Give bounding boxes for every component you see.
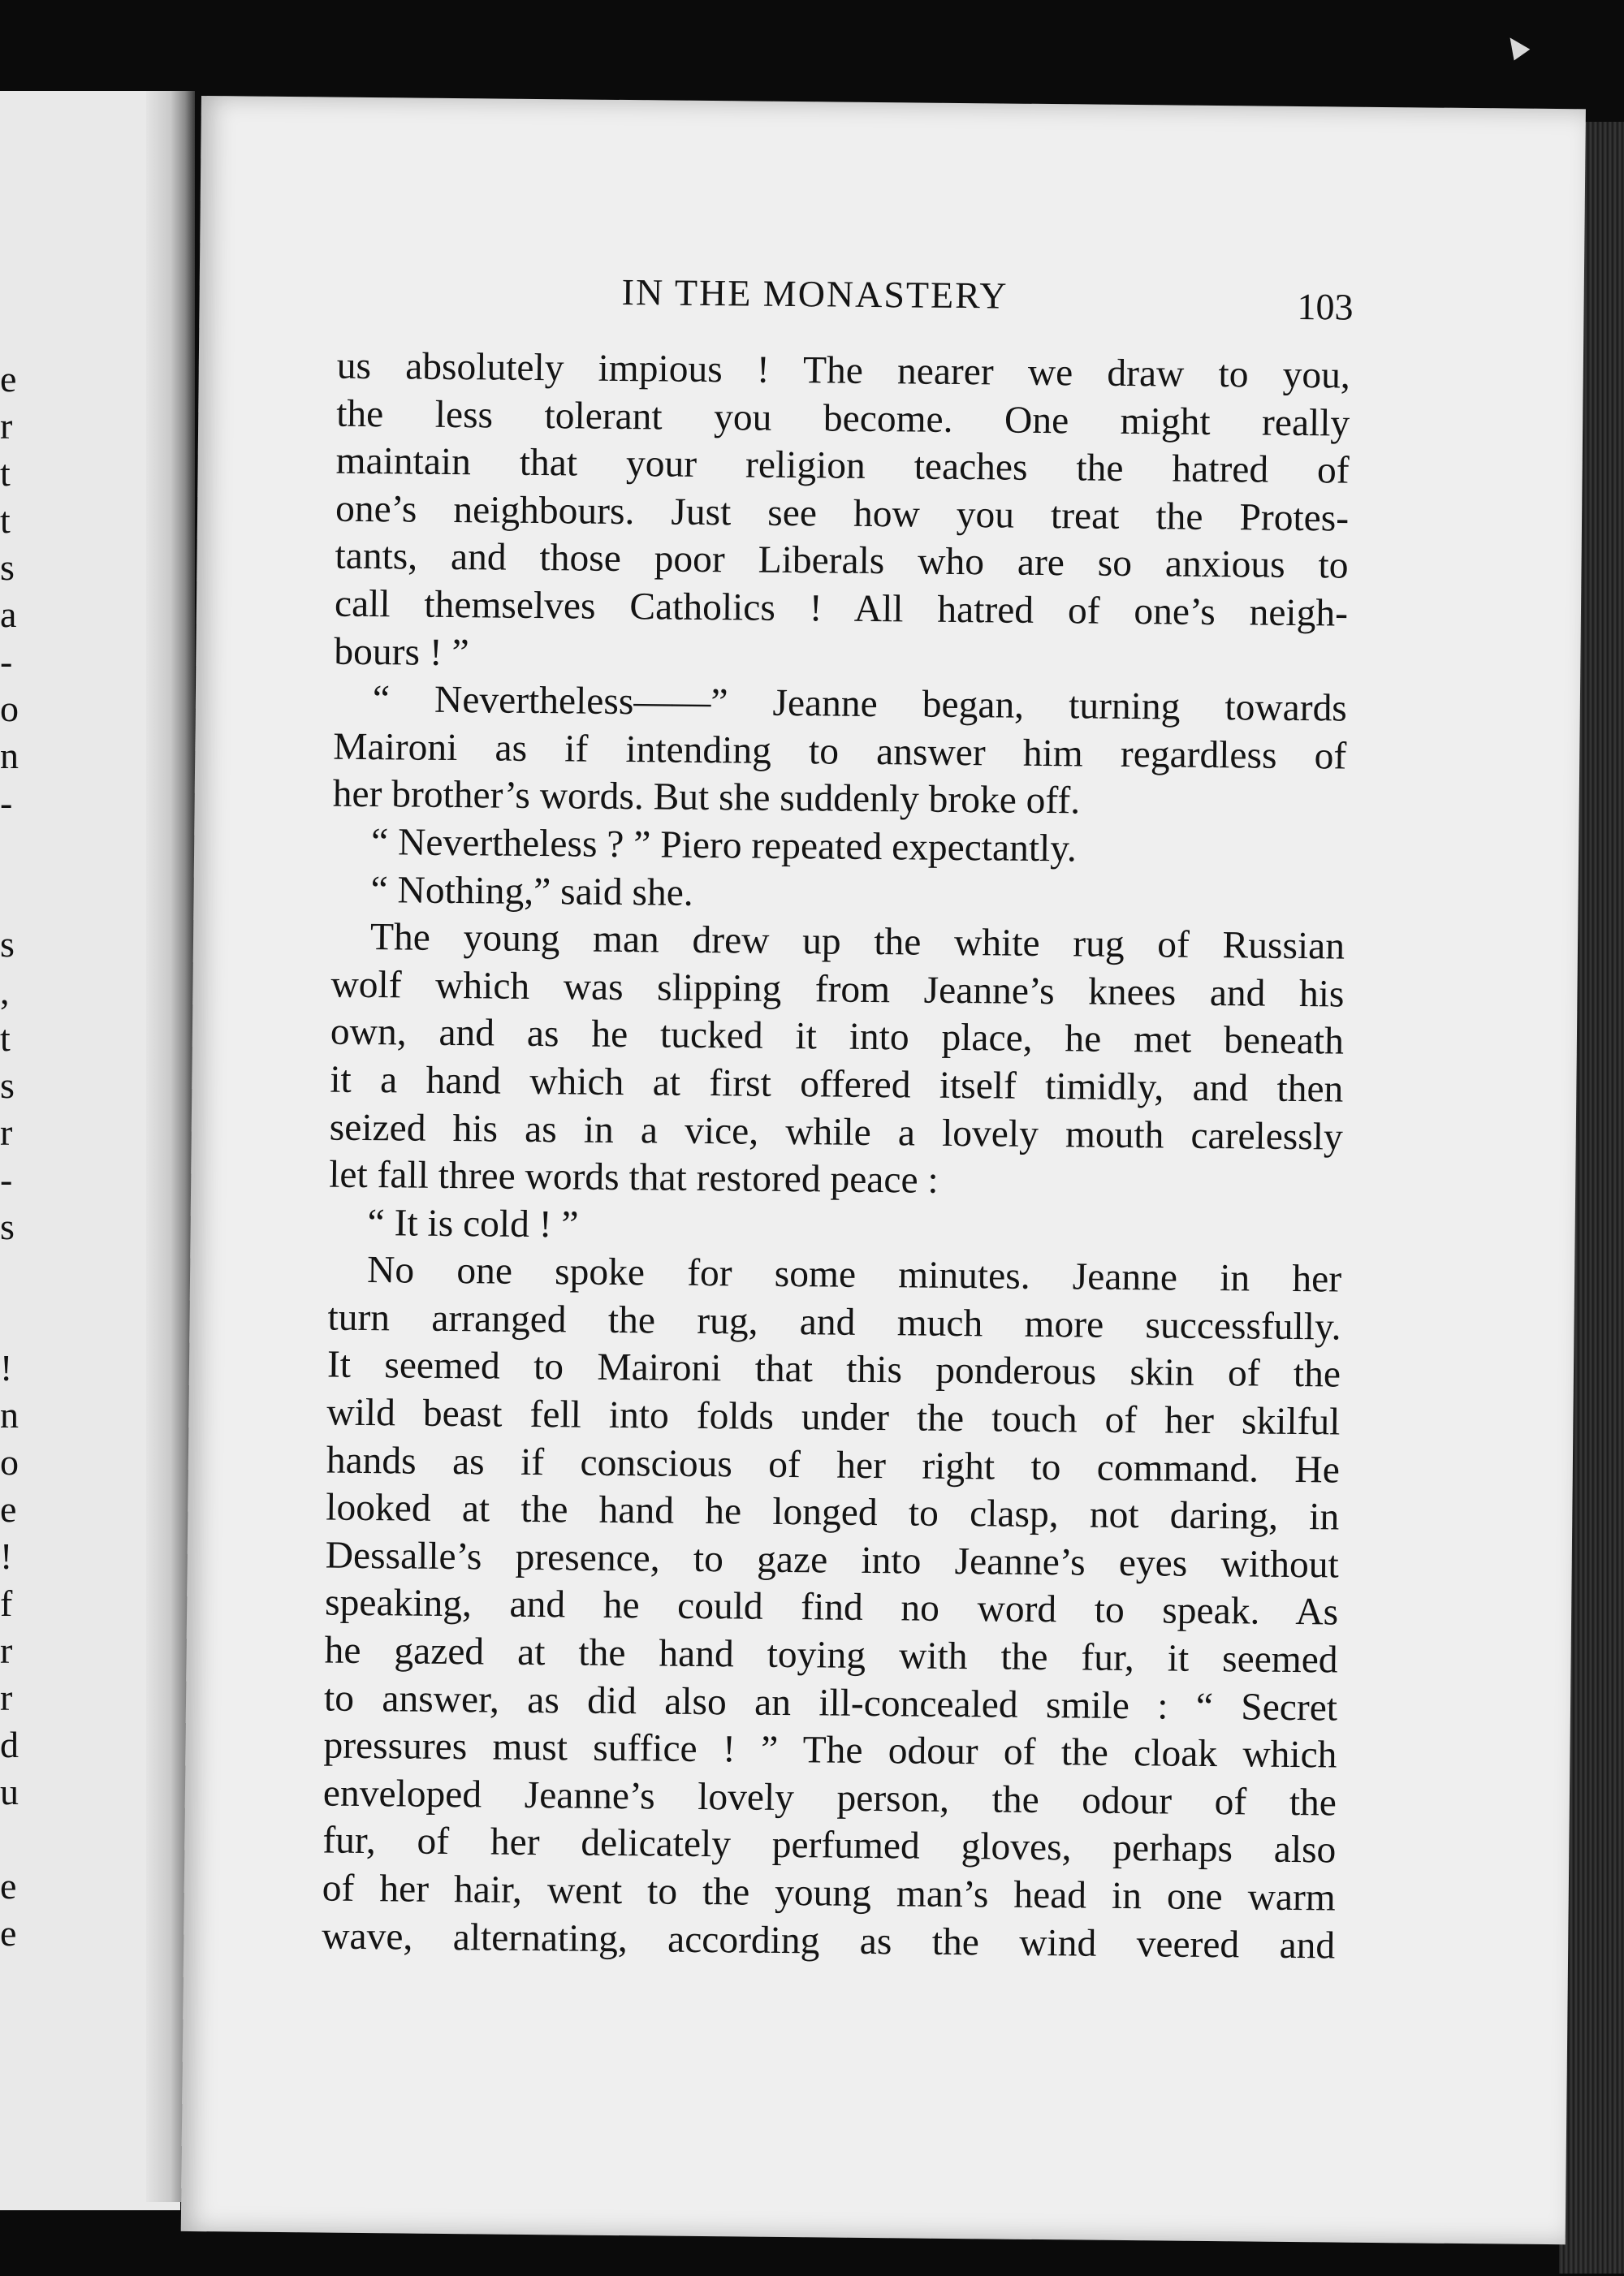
text-line: her brother’s words. But she suddenly broke off. bbox=[332, 772, 1081, 823]
facing-page-line-ending: o bbox=[0, 1441, 19, 1483]
facing-page-line-ending: r bbox=[0, 1630, 13, 1671]
text-line: turn arranged the rug, and much more successfully. bbox=[327, 1296, 1341, 1349]
text-line: wolf which was slipping from Jeanne’s knees and his bbox=[330, 963, 1345, 1016]
facing-page-line-ending: t bbox=[0, 499, 11, 541]
text-line: of her hair, went to the young man’s head in one warm bbox=[322, 1867, 1337, 1920]
facing-page-line-ending: n bbox=[0, 1394, 19, 1436]
facing-page-line-ending: a bbox=[0, 594, 17, 635]
text-line: seized his as in a vice, while a lovely mouth carelessly bbox=[329, 1106, 1344, 1159]
text-line: pressures must suffice ! ” The odour of the cloak which bbox=[323, 1724, 1337, 1777]
facing-page-line-ending: ! bbox=[0, 1347, 13, 1388]
text-line: looked at the hand he longed to clasp, not daring, in bbox=[326, 1486, 1340, 1539]
text-line: wave, alternating, according as the wind veered and bbox=[322, 1915, 1336, 1967]
text-line: tants, and those poor Liberals who are so anxious to bbox=[335, 534, 1349, 587]
facing-page-line-ending: o bbox=[0, 688, 19, 729]
facing-page-line-ending: - bbox=[0, 641, 13, 682]
text-line: call themselves Catholics ! All hatred of one’s neigh- bbox=[334, 582, 1349, 635]
text-line: Maironi as if intending to answer him regardless of bbox=[333, 725, 1347, 778]
text-line: “ Nothing,” said she. bbox=[370, 868, 693, 914]
cursor-arrow-icon bbox=[1502, 32, 1531, 60]
text-line: maintain that your religion teaches the hatred of bbox=[335, 439, 1350, 492]
facing-page-line-ending bbox=[0, 1250, 32, 1298]
text-line: the less tolerant you become. One might really bbox=[336, 392, 1350, 445]
facing-page-line-ending: u bbox=[0, 1771, 19, 1812]
facing-page-line-ending: e bbox=[0, 358, 17, 399]
facing-page-line-ending: t bbox=[0, 1017, 11, 1059]
facing-page-line-ending: f bbox=[0, 1583, 13, 1624]
facing-page-line-ending: t bbox=[0, 452, 11, 494]
facing-page-line-ending: e bbox=[0, 1912, 17, 1954]
facing-page-line-ending bbox=[0, 827, 32, 874]
text-line: it a hand which at first offered itself timidly, and then bbox=[330, 1058, 1344, 1111]
text-line: “ Nevertheless——” Jeanne began, turning towards bbox=[372, 678, 1348, 730]
facing-page-line-ending bbox=[0, 1816, 32, 1863]
facing-page-line-ending: d bbox=[0, 1724, 19, 1765]
facing-page-line-ending: r bbox=[0, 1112, 13, 1153]
facing-page-line-ending: r bbox=[0, 405, 13, 447]
text-line: wild beast fell into folds under the touch of her skilful bbox=[326, 1391, 1341, 1444]
text-line: enveloped Jeanne’s lovely person, the odour of the bbox=[322, 1772, 1337, 1825]
book-page bbox=[181, 96, 1586, 2244]
facing-page-line-ending: s bbox=[0, 1206, 15, 1247]
facing-page-line-ending: e bbox=[0, 1488, 17, 1530]
text-line: It seemed to Maironi that this ponderous skin of the bbox=[326, 1344, 1341, 1397]
facing-page-line-ending: ! bbox=[0, 1535, 13, 1577]
text-line: Dessalle’s presence, to gaze into Jeanne’s eyes without bbox=[325, 1534, 1339, 1587]
text-line: hands as if conscious of her right to command. He bbox=[326, 1439, 1341, 1492]
facing-page-line-ending: , bbox=[0, 970, 10, 1012]
page-number: 103 bbox=[1297, 285, 1354, 328]
text-line: one’s neighbours. Just see how you treat the Protes- bbox=[335, 487, 1350, 540]
body-text bbox=[322, 343, 1350, 1970]
text-line: let fall three words that restored peace : bbox=[329, 1153, 939, 1202]
text-line: bours ! ” bbox=[334, 630, 469, 674]
text-line: No one spoke for some minutes. Jeanne in her bbox=[366, 1249, 1342, 1301]
running-head: IN THE MONASTERY bbox=[621, 270, 1009, 317]
facing-page-line-ending: s bbox=[0, 546, 15, 588]
text-line: fur, of her delicately perfumed gloves, perhaps also bbox=[322, 1819, 1337, 1872]
text-line: The young man drew up the white rug of Russian bbox=[369, 916, 1345, 968]
text-line: “ It is cold ! ” bbox=[367, 1201, 579, 1246]
facing-page-line-endings bbox=[0, 356, 32, 1957]
facing-page-line-ending bbox=[0, 1298, 32, 1345]
facing-page-line-ending: r bbox=[0, 1677, 13, 1718]
text-line: he gazed at the hand toying with the fur, it seemed bbox=[324, 1629, 1338, 1682]
text-line: own, and as he tucked it into place, he met beneath bbox=[330, 1010, 1345, 1063]
text-line: speaking, and he could find no word to speak. As bbox=[324, 1581, 1339, 1634]
facing-page-line-ending bbox=[0, 874, 32, 921]
facing-page-line-ending: s bbox=[0, 923, 15, 965]
facing-page-line-ending: - bbox=[0, 1159, 13, 1200]
text-line: us absolutely impious ! The nearer we draw to you, bbox=[336, 344, 1351, 397]
facing-page-line-ending: n bbox=[0, 735, 19, 776]
text-line: “ Nevertheless ? ” Piero repeated expectantly. bbox=[370, 820, 1078, 870]
facing-page-line-ending: s bbox=[0, 1065, 15, 1106]
facing-page-line-ending: e bbox=[0, 1865, 17, 1907]
facing-page-line-ending: - bbox=[0, 782, 13, 823]
text-line: to answer, as did also an ill-concealed smile : “ Secret bbox=[323, 1677, 1338, 1730]
